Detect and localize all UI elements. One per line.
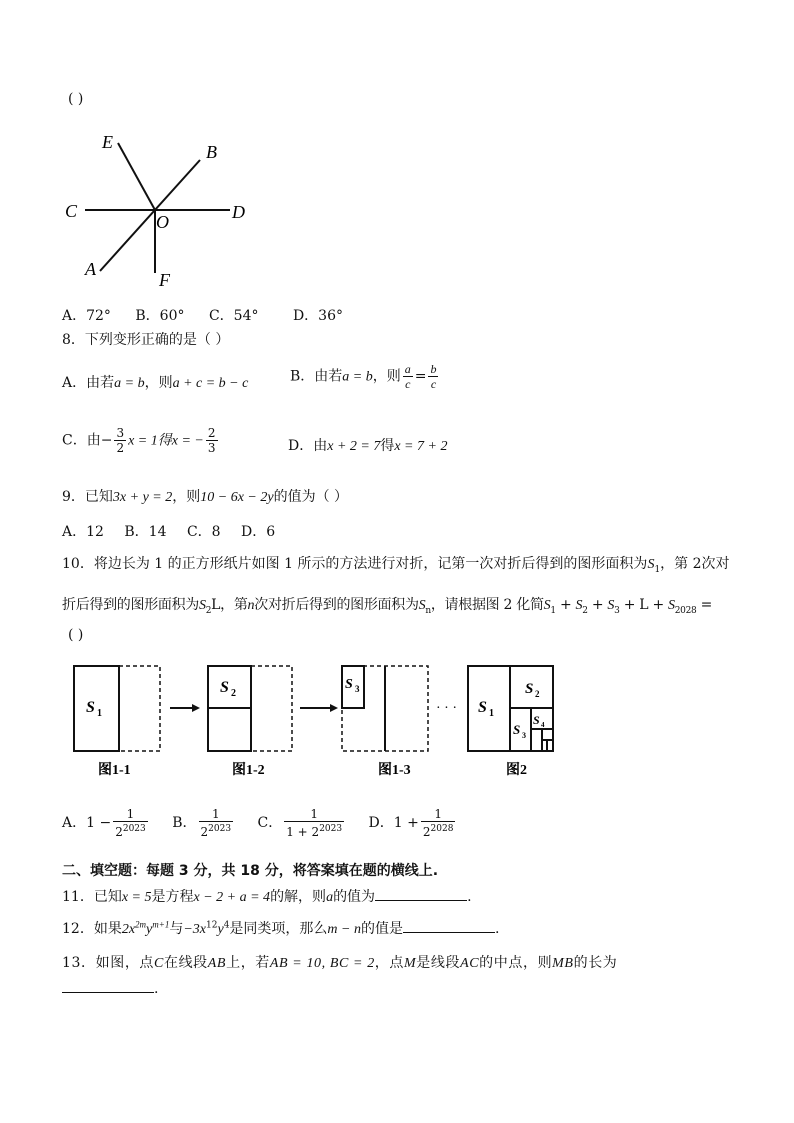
q10-s2-sub: 2 [205,605,212,616]
q7-option-a[interactable]: A．72° [62,308,111,324]
fig11-caption: 图1-1 [98,763,131,778]
fig2-s1: S [478,699,487,716]
fig12-s2: S [220,679,229,696]
q12-end: . [494,921,500,937]
q12-c: 是同类项，那么 [229,921,328,937]
q12-t2-coef: −3x [183,922,207,937]
q8d-mid: 得 [380,438,395,454]
q9-expr: 10 − 6x − 2y [200,490,274,505]
q10-line1-sub: 1 [654,564,661,575]
q8-option-a[interactable] [62,372,248,392]
q12-a: 12．如果 [62,921,122,937]
q8a-mid: ，则 [144,375,173,391]
q13-c: 上，若 [226,955,270,971]
q10-sum-s3: S [607,598,615,613]
q8-option-d[interactable] [288,435,447,455]
q10-sum-sn-sub: 2028 [674,605,697,616]
q10-option-c[interactable] [257,807,351,839]
q10-line1-s: S [647,557,655,572]
q10-line1-b: ，第 2次对 [660,556,730,572]
q12-t2-yexp: 4 [223,920,230,931]
fig2-s2-sub: 2 [535,689,540,699]
q10-options [62,807,457,839]
q10-option-b[interactable] [172,807,239,839]
q9-option-a[interactable]: A．12 [62,524,104,540]
label-d: D [232,202,245,222]
q8c-neg: − [100,432,113,449]
fig2-s4-sub: 4 [541,721,545,729]
q10-s2: S [199,598,206,613]
q8b-frac-left: $\frac{a}{c}$ [404,362,411,391]
q10-answer-paren: ( ) [68,627,84,643]
q12-t1-xexp: 2m [135,919,147,930]
fig2-s2: S [525,681,534,697]
q10-sum-plus2: + [587,597,608,613]
q11-cond: x = 5 [121,890,152,905]
line-ab [100,160,200,271]
arrow-2-head [330,704,338,712]
fig2-s3: S [513,722,521,737]
q13-a: 13．如图，点 [62,955,155,971]
q7-angle-figure [60,128,275,293]
q7-option-c[interactable]: C．54° [208,308,259,324]
q8-option-b[interactable] [290,362,440,391]
q9-stem-b: ，则 [172,489,201,505]
fig13-s3: S [345,677,353,692]
q11 [62,886,472,906]
q8c-prefix: C．由 [62,432,101,449]
q8b-prefix: B．由若 [290,368,343,385]
q10-sum-plus3: + L + [619,597,669,613]
q8d-result: x = 7 + 2 [394,439,448,454]
fig12-s2-sub: 2 [231,688,236,699]
q11-a: 11．已知 [62,889,122,905]
q8c-mid2: x = − [171,433,204,449]
q11-eq: x − 2 + a = 4 [193,890,271,905]
q10-line1 [62,553,730,575]
q9-eq1: 3x + y = 2 [112,490,173,505]
q8c-mid1: x = 1得 [128,433,172,449]
label-a: A [85,259,96,279]
label-c: C [65,201,78,221]
q12 [62,918,499,938]
label-o: O [156,212,169,232]
q12-t2-y: y [217,922,224,937]
arrow-1-head [192,704,200,712]
q8b-frac-right: $\frac{b}{c}$ [430,362,437,391]
q10-sn: S [418,598,426,613]
q11-var: a [326,890,334,905]
fig-ellipsis: · · · [436,701,457,716]
q10a-pre: 1 − [86,815,112,831]
q12-t1-y: y [146,922,153,937]
q10-sn-sub: n [425,605,431,616]
q13-d: ，点 [374,955,404,971]
fig2-s1-sub: 1 [489,708,494,719]
q10-line2-c: 次对折后得到的图形面积为 [254,597,419,613]
q11-d: 的值为 [333,889,376,905]
q13-end: . [154,981,159,997]
q13-answer-line [62,978,158,997]
q8d-prefix: D．由 [288,438,328,454]
q13-f: 的中点，则 [479,955,553,971]
q10d-label: D． [368,815,394,831]
q8b-eq: = [414,368,427,385]
q9-stem [62,486,348,506]
q12-d: 的值是 [360,921,403,937]
q11-b: 是方程 [151,889,194,905]
q13-e: 是线段 [416,955,461,971]
q8-stem: 8．下列变形正确的是（ ） [62,332,230,348]
q8a-result: a + c = b − c [172,376,249,391]
fig2-caption: 图2 [506,763,527,778]
q13-c-point: C [154,956,164,971]
q9-stem-c: 的值为（ ） [273,489,349,505]
q12-answer-blank[interactable] [403,918,495,933]
q7-options [62,305,343,325]
q13-mb: MB [552,956,574,971]
q10-line2-a: 折后得到的图形面积为 [62,597,199,613]
q13-cond: AB = 10, BC = 2 [269,956,375,971]
q12-b: 与 [169,921,184,937]
q11-answer-blank[interactable] [375,886,467,901]
q10a-frac: $\frac{1}{2^{2023}}$ [115,807,146,839]
q10d-frac: $\frac{1}{2^{2028}}$ [422,807,454,839]
fig2-s3-sub: 3 [522,731,526,740]
q8d-cond: x + 2 = 7 [327,439,381,454]
q10-folding-figures [62,660,562,782]
q8a-prefix: A．由若 [62,375,115,391]
q10-line1-a: 10．将边长为 1 的正方形纸片如图 1 所示的方法进行对折，记第一次对折后得到的图形面积为 [62,556,648,572]
q11-c: 的解，则 [270,889,327,905]
section2-heading: 二、填空题：每题 3 分，共 18 分，将答案填在题的横线上. [62,863,439,879]
q10-sum-plus1: + [555,597,576,613]
q13-g: 的长为 [573,955,618,971]
q9-stem-a: 9．已知 [62,489,113,505]
fig11-s1-sub: 1 [97,708,102,719]
q10-line2-d: ，请根据图 2 化简 [430,597,544,613]
q9-options [62,521,275,541]
fig11-dashed [119,666,160,751]
q10c-frac: $\frac{1}{1 + 2^{2023}}$ [286,807,343,839]
q13-answer-blank[interactable] [62,978,154,993]
fig12-caption: 图1-2 [232,763,265,778]
q8a-cond: a = b [114,376,145,391]
q10b-frac: $\frac{1}{2^{2023}}$ [200,807,232,839]
q9-option-b[interactable]: B．14 [124,524,167,540]
q12-t1-yexp: m+1 [152,919,170,930]
q10a-label: A． [62,815,87,831]
q10-sum-s1-sub: 1 [550,605,556,616]
q7-option-d[interactable]: D．36° [292,308,343,324]
label-f: F [159,270,170,290]
q8c-frac2: $\frac{2}{3}$ [207,426,216,455]
fig2-s4: S [533,713,540,727]
q8c-frac1: $\frac{3}{2}$ [116,426,125,455]
q7-option-b[interactable]: B．60° [135,308,185,324]
q13 [62,952,617,972]
ray-oe [118,143,155,210]
q8b-mid: ，则 [372,368,401,385]
fig13-caption: 图1-3 [378,763,411,778]
q10-sum-sn: S [668,598,675,613]
q9-option-d[interactable]: D．6 [241,524,276,540]
q13-ac: AC [460,956,480,971]
q12-t2-xexp: 12 [206,920,218,931]
q13-b: 在线段 [163,955,208,971]
q7-answer-paren: ( ) [68,91,84,107]
q11-end: . [467,889,472,905]
q10b-label: B． [172,815,197,831]
q10d-pre: 1 + [393,815,419,831]
q10-line2 [62,594,712,616]
q10-sum-eq: = [696,597,713,613]
q10-sum-s1: S [543,598,551,613]
q10c-label: C． [257,815,283,831]
q10-l: L [211,597,221,613]
q12-expr: m − n [327,922,361,937]
q9-option-c[interactable]: C．8 [186,524,221,540]
q13-ab: AB [207,956,227,971]
q10-sum-s2: S [575,598,583,613]
q10-option-a[interactable] [62,807,154,839]
label-b: B [206,142,217,162]
q8-option-c[interactable] [62,426,220,455]
q13-m-point: M [404,956,417,971]
q10-n: n [247,598,255,613]
fig12-dashed [251,666,292,751]
q10-option-d[interactable] [368,807,458,839]
q12-t1-coef: 2x [121,922,136,937]
q10-sum-s3-sub: 3 [614,605,620,616]
label-e: E [102,132,113,152]
fig13-s3-sub: 3 [355,684,360,694]
q10-sum-s2-sub: 2 [582,605,588,616]
q8b-cond: a = b [342,369,373,385]
q10-line2-b: ，第 [220,597,248,613]
fig11-s1: S [86,699,95,716]
